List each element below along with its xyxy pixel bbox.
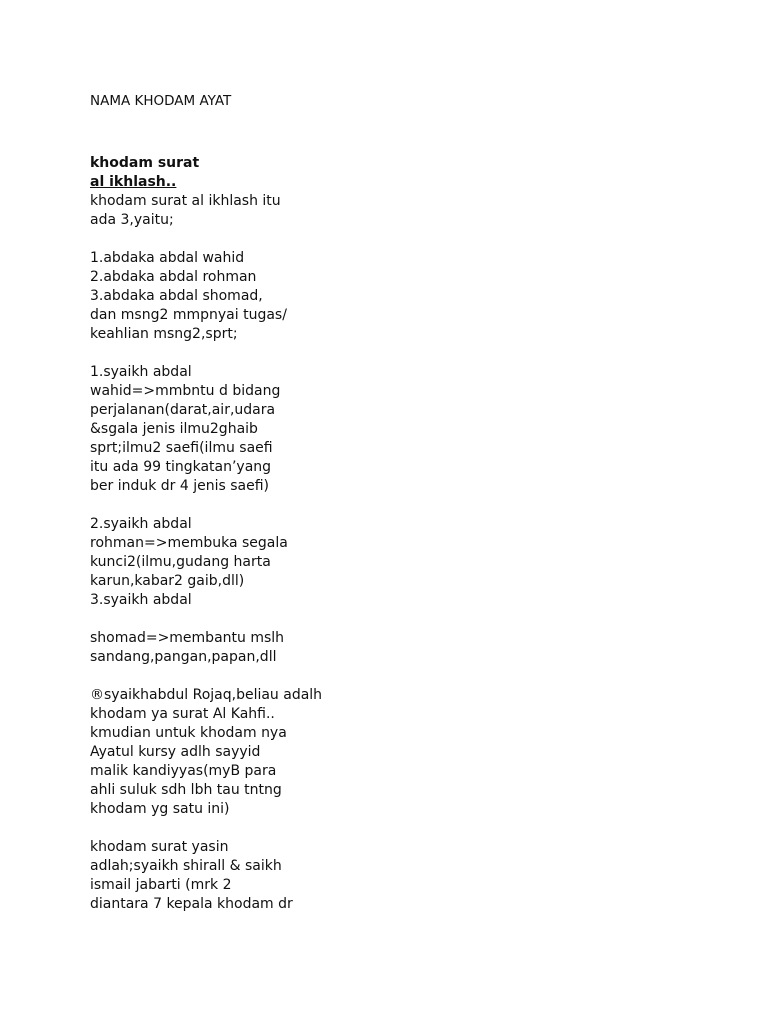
text-line: shomad=>membantu mslh xyxy=(90,630,285,646)
text-line: sprt;ilmu2 saefi(ilmu saefi xyxy=(90,440,273,456)
document-title: NAMA KHODAM AYAT xyxy=(90,93,232,109)
text-line: kmudian untuk khodam nya xyxy=(90,725,287,741)
text-line: kunci2(ilmu,gudang harta xyxy=(90,554,271,570)
text-line: khodam surat yasin xyxy=(90,839,229,855)
text-line: dan msng2 mmpnyai tugas/ xyxy=(90,307,287,323)
blank-line xyxy=(90,496,690,515)
text-line: khodam yg satu ini) xyxy=(90,801,230,817)
text-line: rohman=>membuka segala xyxy=(90,535,288,551)
text-line: ahli suluk sdh lbh tau tntng xyxy=(90,782,282,798)
section-heading: khodam surat xyxy=(90,155,200,171)
text-line: keahlian msng2,sprt; xyxy=(90,326,238,342)
text-line: perjalanan(darat,air,udara xyxy=(90,402,276,418)
text-line: ada 3,yaitu; xyxy=(90,212,174,228)
text-line: adlah;syaikh shirall & saikh xyxy=(90,858,282,874)
text-line: malik kandiyyas(myB para xyxy=(90,763,277,779)
text-line: 2.abdaka abdal rohman xyxy=(90,269,257,285)
text-line: ismail jabarti (mrk 2 xyxy=(90,877,232,893)
document-body xyxy=(90,154,690,914)
blank-line xyxy=(90,230,690,249)
text-line: sandang,pangan,papan,dll xyxy=(90,649,277,665)
text-line: karun,kabar2 gaib,dll) xyxy=(90,573,245,589)
text-line: Ayatul kursy adlh sayyid xyxy=(90,744,261,760)
text-line: 1.syaikh abdal xyxy=(90,364,192,380)
text-line: diantara 7 kepala khodam dr xyxy=(90,896,293,912)
blank-line xyxy=(90,819,690,838)
section-subheading: al ikhlash.. xyxy=(90,174,177,190)
text-line: 1.abdaka abdal wahid xyxy=(90,250,245,266)
body-lines xyxy=(90,192,690,914)
text-line: wahid=>mmbntu d bidang xyxy=(90,383,281,399)
text-line: ®syaikhabdul Rojaq,beliau adalh xyxy=(90,687,323,703)
text-line: khodam ya surat Al Kahfi.. xyxy=(90,706,275,722)
text-line: khodam surat al ikhlash itu xyxy=(90,193,281,209)
text-line: ber induk dr 4 jenis saefi) xyxy=(90,478,270,494)
text-line: 2.syaikh abdal xyxy=(90,516,192,532)
blank-line xyxy=(90,610,690,629)
blank-line xyxy=(90,667,690,686)
text-line: 3.abdaka abdal shomad, xyxy=(90,288,263,304)
text-line: 3.syaikh abdal xyxy=(90,592,192,608)
text-line: itu ada 99 tingkatan’yang xyxy=(90,459,272,475)
text-line: &sgala jenis ilmu2ghaib xyxy=(90,421,258,437)
blank-line xyxy=(90,344,690,363)
